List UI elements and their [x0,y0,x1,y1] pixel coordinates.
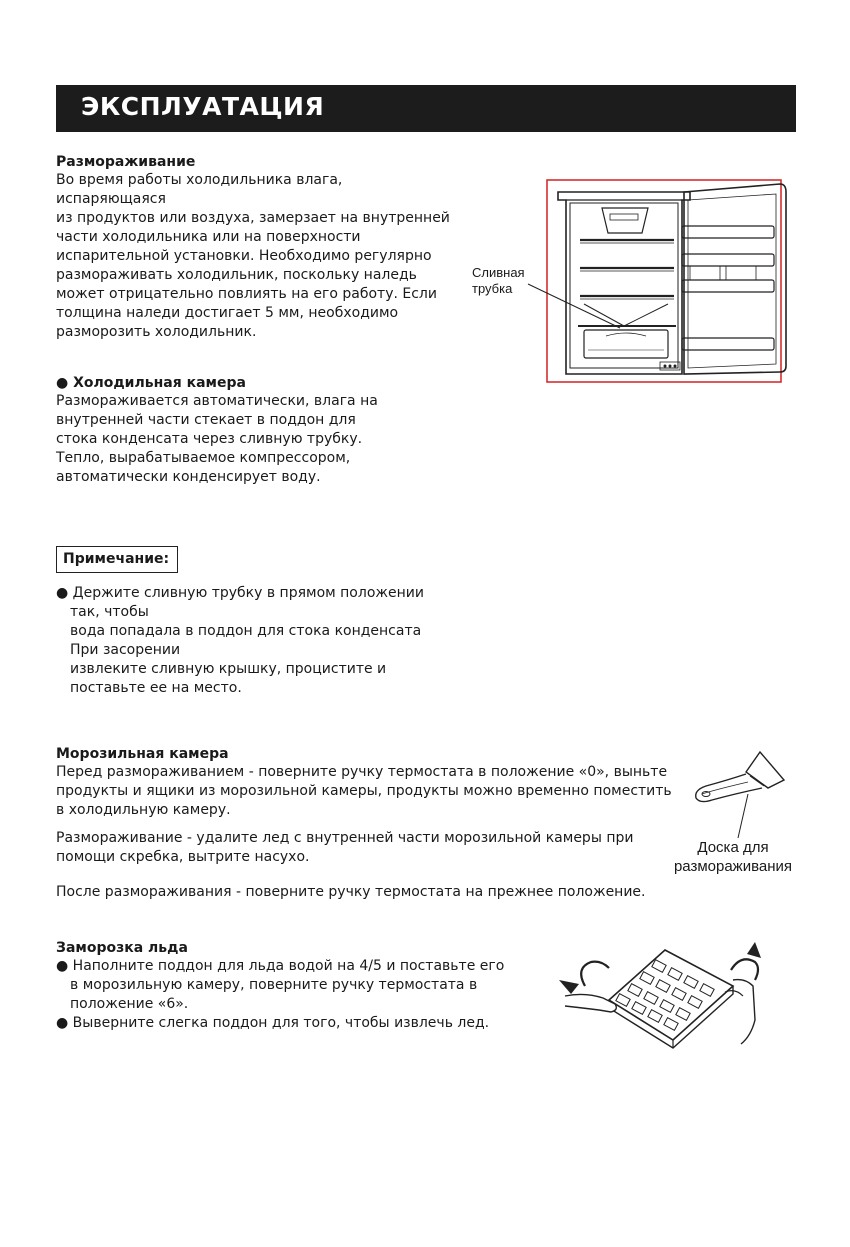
text-line: в холодильную камеру. [56,802,231,818]
fridge-chamber-heading: ● Холодильная камера [56,375,246,391]
scraper-handle [696,774,762,802]
arrow-head [559,980,579,994]
fridge-illustration [540,178,790,384]
section-header-bar [56,85,796,132]
label-leader-line [528,284,628,334]
defrost-heading: Размораживание [56,154,196,170]
text-line: из продуктов или воздуха, замерзает на внутренней [56,210,450,226]
door-bin [682,338,774,350]
ice-tray [609,950,733,1040]
defrost-section [56,153,456,342]
text-line: При засорении [70,642,181,658]
door-bin [682,254,774,266]
twist-arrow-right [731,959,758,980]
text-line: испаряющаяся [56,191,166,207]
fridge-body [558,192,690,374]
thermostat-housing [602,208,648,233]
scraper-label-line2: размораживания [673,858,793,875]
text-line: ● Держите сливную трубку в прямом положении [56,585,424,601]
text-line: Перед размораживанием - поверните ручку термостата в положение «0», выньте [56,764,668,780]
text-line: вода попадала в поддон для стока конденсата [70,623,422,639]
note-text [56,584,476,698]
text-line: испарительной установки. Необходимо регулярно [56,248,432,264]
door-bin [682,280,774,292]
crisper-drawer [584,330,668,358]
twist-arrow-left [581,962,609,986]
scraper-illustration [688,752,788,842]
freezer-heading: Морозильная камера [56,746,229,762]
text-line: толщина наледи достигает 5 мм, необходимо [56,305,399,321]
text-line: части холодильника или на поверхности [56,229,361,245]
defrost-text [56,171,456,342]
text-line: положение «6». [70,996,189,1012]
scraper-label [668,838,798,876]
left-hand [565,994,616,1012]
text-line: извлеките сливную крышку, процистите и [70,661,387,677]
ice-section [56,939,526,1033]
drain-tube-label-line2: трубка [472,281,513,296]
freezer-para2 [56,829,676,867]
scraper-blade [746,752,784,788]
right-hand [733,980,755,1044]
door-bin [682,226,774,238]
text-line: в морозильную камеру, поверните ручку термостата в [70,977,478,993]
text-line: помощи скребка, вытрите насухо. [56,849,310,865]
text-line: поставьте ее на место. [70,680,242,696]
text-line: так, чтобы [70,604,149,620]
label-leader-line [738,794,748,838]
arrow-head [747,942,761,958]
drain-tube-label [472,265,525,297]
text-line: продукты и ящики из морозильной камеры, продукты можно временно поместить [56,783,672,799]
text-line: размораживать холодильник, поскольку наледь [56,267,417,283]
ice-tray-illustration [555,940,765,1050]
fridge-chamber-text [56,392,456,487]
text-line: может отрицательно повлиять на его работу. Если [56,286,437,302]
text-line: Тепло, вырабатываемое компрессором, [56,450,351,466]
text-line: ● Наполните поддон для льда водой на 4/5 и поставьте его [56,958,505,974]
ice-heading: Заморозка льда [56,940,188,956]
text-line: автоматически конденсирует воду. [56,469,321,485]
page-title: ЭКСПЛУАТАЦИЯ [81,92,325,121]
freezer-section [56,745,676,902]
figure-frame [547,180,781,382]
text-line: ● Выверните слегка поддон для того, чтобы извлечь лед. [56,1015,490,1031]
text-line: Размораживание - удалите лед с внутренней части морозильной камеры при [56,830,634,846]
ice-text [56,957,526,1033]
text-line: Размораживается автоматически, влага на [56,393,378,409]
text-line: внутренней части стекает в поддон для [56,412,356,428]
drain-tube-label-line1: Сливная [472,265,525,280]
freezer-para3: После размораживания - поверните ручку термостата на прежнее положение. [56,884,646,900]
freezer-para1 [56,763,676,820]
note-label: Примечание: [56,546,178,573]
text-line: Во время работы холодильника влага, [56,172,343,188]
fridge-door [684,184,786,374]
scraper-label-line1: Доска для [697,839,769,856]
fridge-chamber-section [56,374,456,487]
text-line: разморозить холодильник. [56,324,257,340]
text-line: стока конденсата через сливную трубку. [56,431,363,447]
